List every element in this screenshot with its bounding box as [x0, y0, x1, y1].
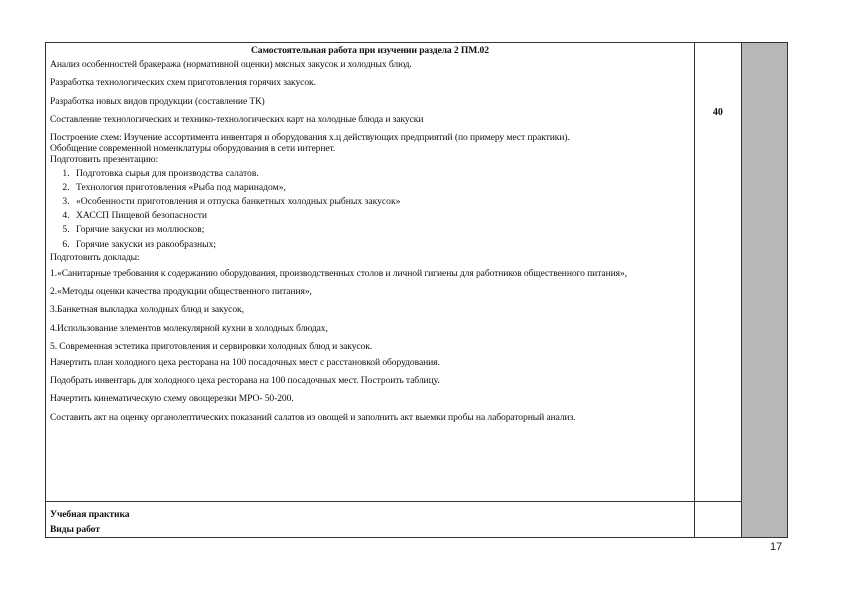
text-line: Построение схем: Изучение ассортимента инвентаря и оборудования х.ц действующих предприятий (по примеру мест практики).: [50, 132, 570, 144]
shaded-cell: [741, 43, 787, 538]
task-item: Начертить кинематическую схему овощерезки МРО- 50-200.: [50, 393, 294, 405]
presentation-list: [50, 167, 690, 252]
list-item: 5. Горячие закуски из моллюсков;: [72, 223, 690, 237]
practice-heading: Учебная практика: [50, 509, 130, 520]
text-line: Обобщение современной номенклатуры оборудования в сети интернет.: [50, 143, 336, 155]
practice-cell: [46, 502, 695, 538]
report-item: 5. Современная эстетика приготовления и сервировки холодных блюд и закусок.: [50, 340, 373, 352]
task-item: Начертить план холодного цеха ресторана на 100 посадочных мест с расстановкой оборудования.: [50, 357, 440, 369]
text-line: Разработка новых видов продукции (составление ТК): [50, 95, 265, 107]
list-item: 2. Технология приготовления «Рыба под маринадом»,: [72, 181, 690, 195]
hours-cell: 40: [694, 43, 741, 502]
curriculum-table: [45, 42, 788, 538]
report-item: 3.Банкетная выкладка холодных блюд и закусок,: [50, 304, 244, 316]
table-row: [46, 43, 788, 502]
list-item: 6. Горячие закуски из ракообразных;: [72, 238, 690, 252]
work-types-heading: Виды работ: [50, 524, 100, 535]
list-item: 4. ХАССП Пищевой безопасности: [72, 209, 690, 223]
text-line: Подготовить презентацию:: [50, 154, 158, 166]
report-item: 4.Использование элементов молекулярной кухни в холодных блюдах,: [50, 322, 328, 334]
list-item: 3. «Особенности приготовления и отпуска банкетных холодных рыбных закусок»: [72, 195, 690, 209]
section-title: Самостоятельная работа при изучении раздела 2 ПМ.02: [250, 45, 489, 56]
task-item: Подобрать инвентарь для холодного цеха ресторана на 100 посадочных мест. Построить таблицу.: [50, 375, 440, 387]
content-cell: [46, 43, 695, 502]
text-line: Разработка технологических схем приготовления горячих закусок.: [50, 77, 316, 89]
report-item: 2.«Методы оценки качества продукции общественного питания»,: [50, 286, 312, 298]
table-row: [46, 502, 788, 538]
text-line: Анализ особенностей бракеража (нормативной оценки) мясных закусок и холодных блюд.: [50, 59, 412, 71]
page-number: 17: [770, 541, 783, 553]
task-item: Составить акт на оценку органолептических показаний салатов из овощей и заполнить акт выемки пробы на лабораторный анализ.: [50, 411, 576, 423]
reports-heading: Подготовить доклады:: [50, 251, 140, 263]
report-item: 1.«Санитарные требования к содержанию оборудования, производственных столов и личной гигиены для работников общественного питания»,: [50, 268, 627, 280]
list-item: 1. Подготовка сырья для производства салатов.: [72, 167, 690, 181]
text-line: Составление технологических и технико-технологических карт на холодные блюда и закуски: [50, 113, 424, 125]
empty-hours-cell: [694, 502, 741, 538]
